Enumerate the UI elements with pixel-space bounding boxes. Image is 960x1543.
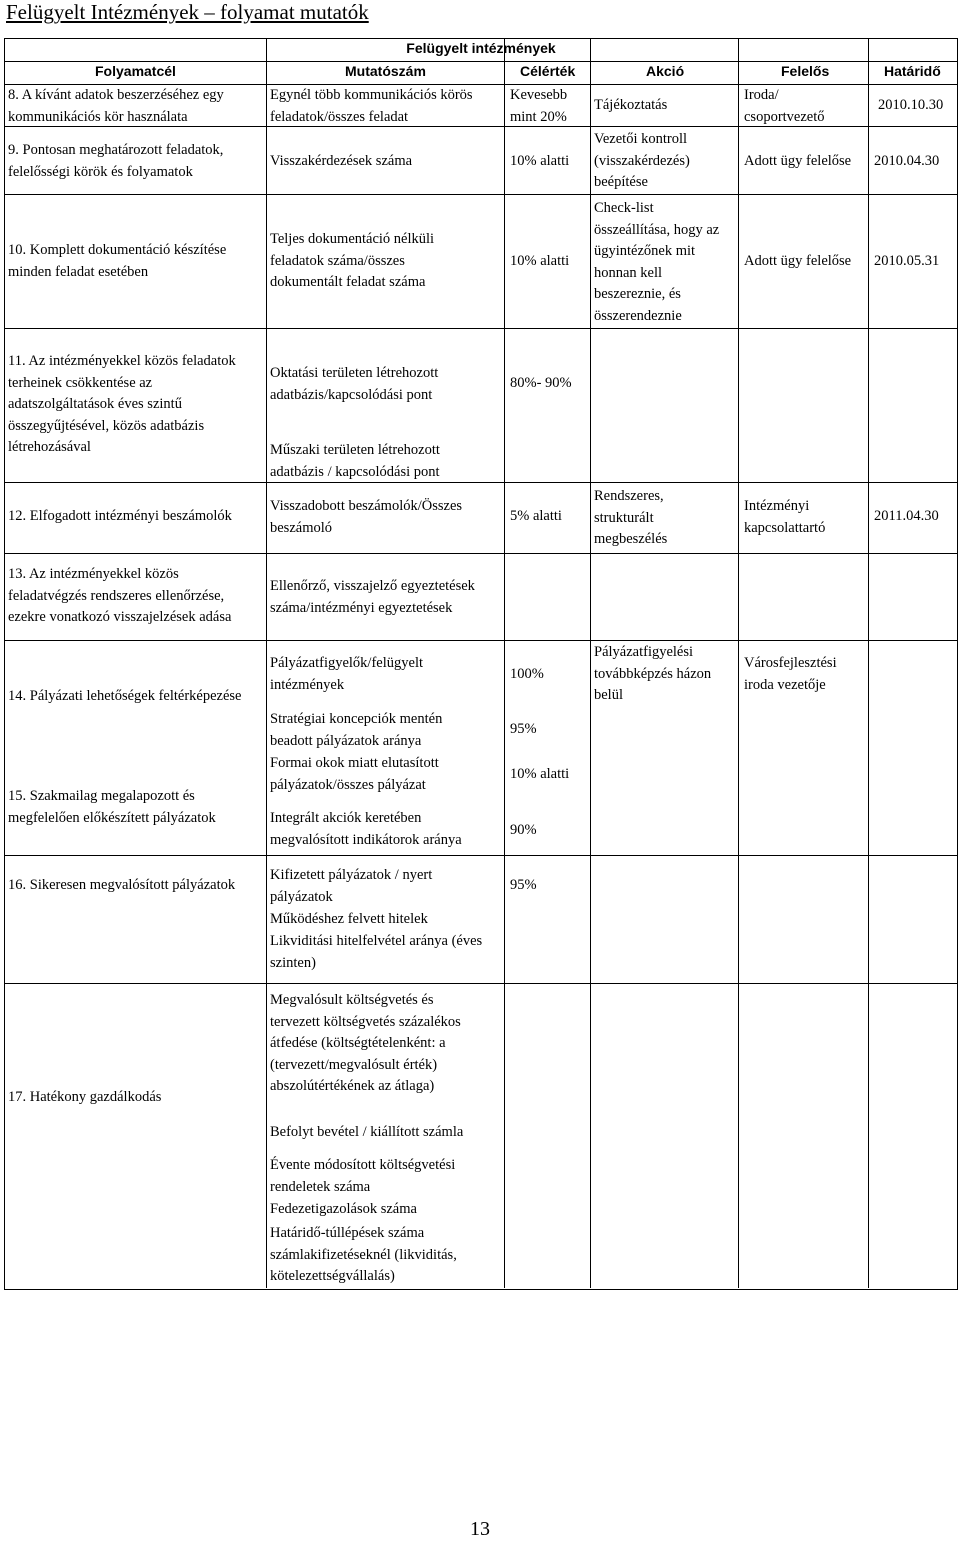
row12-deadline: 2011.04.30 — [874, 508, 939, 524]
row8-action: Tájékoztatás — [594, 97, 668, 113]
row17-goal: 17. Hatékony gazdálkodás — [8, 1089, 162, 1105]
row11-target: 80%- 90% — [510, 375, 572, 391]
row17-indicator-c: Megvalósult költségvetés és tervezett költségvetés százalékos átfedése (költségtételenként: a (tervezett/megvalósult érték) abszolútértékének az átlaga) — [270, 992, 461, 1094]
row16-target: 95% — [510, 877, 537, 893]
row16-goal: 16. Sikeresen megvalósított pályázatok — [8, 877, 236, 893]
row12-action: Rendszeres, strukturált megbeszélés — [594, 488, 668, 547]
row10-deadline: 2010.05.31 — [874, 253, 940, 269]
row11-indicator-a: Oktatási területen létrehozott adatbázis/kapcsolódási pont — [270, 365, 439, 403]
row9-deadline: 2010.04.30 — [874, 153, 940, 169]
row10-goal: 10. Komplett dokumentáció készítése minden feladat esetében — [8, 242, 227, 280]
row9-target: 10% alatti — [510, 153, 570, 169]
header-mutatoszam: Mutatószám — [345, 63, 426, 79]
row12-target: 5% alatti — [510, 508, 562, 524]
row8-owner: Iroda/ csoportvezető — [744, 87, 825, 125]
header-hatarido: Határidő — [884, 63, 941, 79]
column-divider — [590, 38, 591, 1288]
row8-target: Kevesebb mint 20% — [510, 87, 568, 125]
row17-indicator-f: Fedezetigazolások száma — [270, 1201, 417, 1217]
row-divider — [4, 328, 958, 329]
row14-action: Pályázatfigyelési továbbképzés házon belül — [594, 644, 712, 703]
row15-target-b: 90% — [510, 822, 537, 838]
row14-owner: Városfejlesztési iroda vezetője — [744, 655, 837, 693]
row14-indicator-a: Pályázatfigyelők/felügyelt intézmények — [270, 655, 424, 693]
page-number: 13 — [470, 1518, 490, 1540]
row14-goal: 14. Pályázati lehetőségek feltérképezése — [8, 688, 242, 704]
row17-indicator-g: Határidő-túllépések száma számlakifizetéseknél (likviditás, kötelezettségvállalás) — [270, 1225, 457, 1284]
header-felelos: Felelős — [781, 63, 830, 79]
header-celertek: Célérték — [520, 63, 576, 79]
row-divider — [4, 983, 958, 984]
row17-indicator-a: Működéshez felvett hitelek — [270, 911, 428, 927]
row15-target-a: 10% alatti — [510, 766, 570, 782]
row11-goal: 11. Az intézményekkel közös feladatok terheinek csökkentése az adatszolgáltatások éves szintű összegyűjtésével, közös adatbázis létrehozásával — [8, 353, 236, 455]
column-divider — [504, 38, 505, 1288]
row-divider — [4, 553, 958, 554]
row14-indicator-b: Stratégiai koncepciók mentén beadott pályázatok aránya — [270, 711, 443, 749]
row14-target-b: 95% — [510, 721, 537, 737]
row8-goal: 8. A kívánt adatok beszerzéséhez egy kommunikációs kör használata — [8, 87, 224, 125]
header-akcio: Akció — [646, 63, 685, 79]
header-folyamatcel: Folyamatcél — [95, 63, 176, 79]
header-divider — [4, 61, 958, 62]
column-divider — [868, 38, 869, 1288]
row10-target: 10% alatti — [510, 253, 570, 269]
row12-goal: 12. Elfogadott intézményi beszámolók — [8, 508, 232, 524]
row15-indicator-b: Integrált akciók keretében megvalósított indikátorok aránya — [270, 810, 462, 848]
row17-indicator-b: Likviditási hitelfelvétel aránya (éves szinten) — [270, 933, 483, 971]
row17-indicator-e: Évente módosított költségvetési rendeletek száma — [270, 1157, 456, 1195]
row-divider — [4, 640, 958, 641]
row14-target-a: 100% — [510, 666, 544, 682]
column-divider — [266, 38, 267, 1288]
row15-goal: 15. Szakmailag megalapozott és megfelelően előkészített pályázatok — [8, 788, 216, 826]
row12-indicator: Visszadobott beszámolók/Összes beszámoló — [270, 498, 463, 536]
row10-action: Check-list összeállítása, hogy az ügyintézőnek mit honnan kell beszereznie, és összerendeznie — [594, 200, 720, 324]
row-divider — [4, 855, 958, 856]
row13-goal: 13. Az intézményekkel közös feladatvégzés rendszeres ellenőrzése, ezekre vonatkozó visszajelzések adása — [8, 566, 232, 625]
row10-indicator: Teljes dokumentáció nélküli feladatok száma/összes dokumentált feladat száma — [270, 231, 435, 290]
row8-deadline: 2010.10.30 — [878, 97, 944, 113]
row8-indicator: Egynél több kommunikációs körös feladatok/összes feladat — [270, 87, 473, 125]
row13-indicator: Ellenőrző, visszajelző egyeztetések száma/intézményi egyeztetések — [270, 578, 475, 616]
row16-indicator: Kifizetett pályázatok / nyert pályázatok — [270, 867, 433, 905]
row12-owner: Intézményi kapcsolattartó — [744, 498, 826, 536]
row17-indicator-d: Befolyt bevétel / kiállított számla — [270, 1124, 464, 1140]
row-divider — [4, 482, 958, 483]
row-divider — [4, 194, 958, 195]
row9-goal: 9. Pontosan meghatározott feladatok, felelősségi körök és folyamatok — [8, 142, 224, 180]
row15-indicator-a: Formai okok miatt elutasított pályázatok/összes pályázat — [270, 755, 439, 793]
table-caption: Felügyelt intézmények — [406, 40, 556, 56]
page-title: Felügyelt Intézmények – folyamat mutatók — [6, 0, 369, 24]
row9-indicator: Visszakérdezések száma — [270, 153, 413, 169]
column-divider — [738, 38, 739, 1288]
row10-owner: Adott ügy felelőse — [744, 253, 852, 269]
row9-owner: Adott ügy felelőse — [744, 153, 852, 169]
row11-indicator-b: Műszaki területen létrehozott adatbázis / kapcsolódási pont — [270, 442, 440, 480]
row9-action: Vezetői kontroll (visszakérdezés) beépítése — [594, 131, 690, 190]
